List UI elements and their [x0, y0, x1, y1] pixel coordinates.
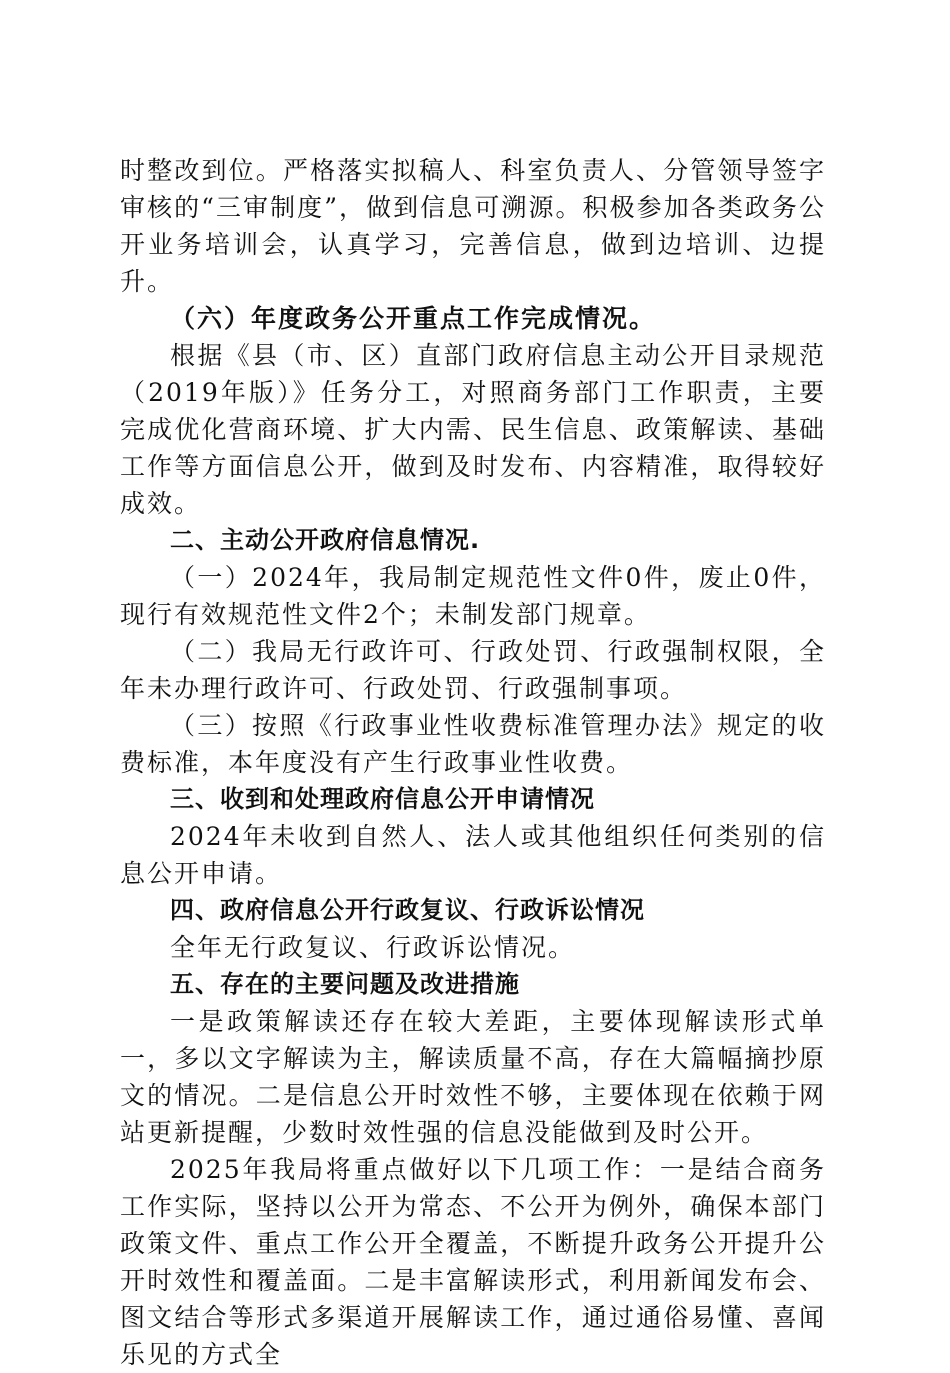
section-heading-4: 四、政府信息公开行政复议、行政诉讼情况 — [170, 896, 645, 924]
paragraph-review: 全年无行政复议、行政诉讼情况。 — [170, 933, 576, 962]
paragraph-item-3: （三）按照《行政事业性收费标准管理办法》规定的收费标准，本年度没有产生行政事业性收费。 — [120, 711, 826, 777]
paragraph-catalog: 根据《县（市、区）直部门政府信息主动公开目录规范（2019年版）》任务分工，对照商务部门工作职责，主要完成优化营商环境、扩大内需、民生信息、政策解读、基础工作等方面信息公开，做到及时发布、内容精准，取得较好成效。 — [120, 341, 826, 518]
paragraph-problems: 一是政策解读还存在较大差距，主要体现解读形式单一，多以文字解读为主，解读质量不高，存在大篇幅摘抄原文的情况。二是信息公开时效性不够，主要体现在依赖于网站更新提醒，少数时效性强的信息没能做到及时公开。 — [120, 1007, 826, 1147]
paragraph-continuation: 时整改到位。严格落实拟稿人、科室负责人、分管领导签字审核的“三审制度”，做到信息可溯源。积极参加各类政务公开业务培训会，认真学习，完善信息，做到边培训、边提升。 — [120, 156, 826, 296]
subheading-six: （六）年度政务公开重点工作完成情况。 — [170, 304, 657, 333]
section-heading-2: 二、主动公开政府信息情况. — [170, 526, 481, 554]
document-body — [120, 152, 826, 1373]
section-heading-3: 三、收到和处理政府信息公开申请情况 — [170, 785, 595, 813]
section-heading-5: 五、存在的主要问题及改进措施 — [170, 970, 520, 998]
paragraph-item-2: （二）我局无行政许可、行政处罚、行政强制权限，全年未办理行政许可、行政处罚、行政强制事项。 — [120, 637, 826, 703]
paragraph-plans: 2025年我局将重点做好以下几项工作：一是结合商务工作实际，坚持以公开为常态、不公开为例外，确保本部门政策文件、重点工作公开全覆盖，不断提升政务公开提升公开时效性和覆盖面。二是丰富解读形式，利用新闻发布会、图文结合等形式多渠道开展解读工作，通过通俗易懂、喜闻乐见的方式全 — [120, 1155, 826, 1369]
paragraph-requests: 2024年未收到自然人、法人或其他组织任何类别的信息公开申请。 — [120, 822, 826, 888]
paragraph-item-1: （一）2024年，我局制定规范性文件0件，废止0件，现行有效规范性文件2个；未制发部门规章。 — [120, 563, 826, 629]
